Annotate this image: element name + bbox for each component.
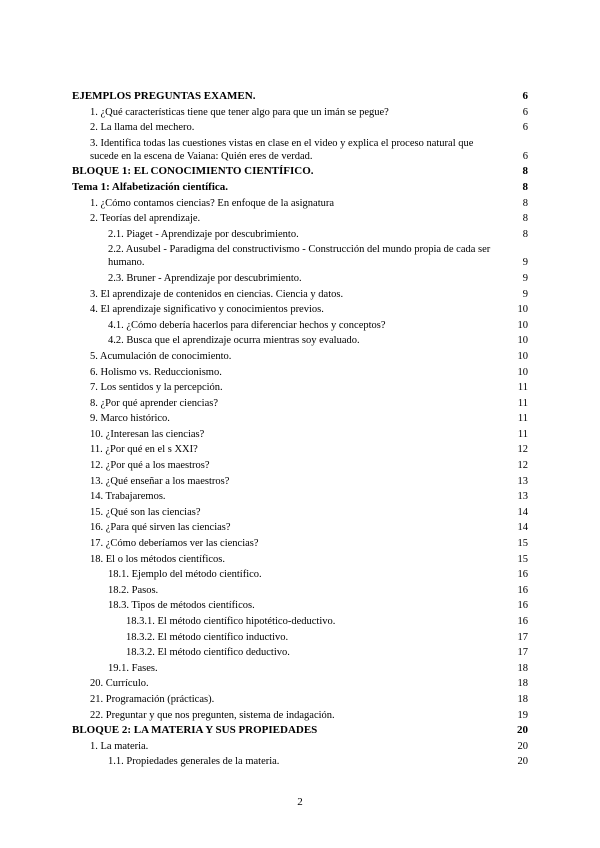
toc-entry-title: 18.3.2. El método científico deductivo. (126, 647, 290, 659)
toc-entry-page: 18 (517, 678, 528, 690)
toc-entry[interactable] (72, 755, 528, 768)
toc-entry-title: 15. ¿Qué son las ciencias? (90, 506, 201, 518)
toc-entry-page: 16 (517, 569, 528, 581)
toc-entry[interactable] (72, 615, 528, 628)
toc-entry-page: 19 (517, 709, 528, 721)
toc-entry[interactable] (72, 631, 528, 644)
toc-entry[interactable] (72, 490, 528, 503)
toc-entry-page: 11 (517, 397, 528, 409)
toc-entry-page: 11 (517, 413, 528, 425)
toc-entry[interactable] (72, 553, 528, 566)
toc-entry-title: 18.3.1. El método científico hipotético-deductivo. (126, 616, 336, 627)
toc-entry[interactable] (72, 568, 528, 581)
toc-entry[interactable] (72, 366, 528, 379)
toc-entry-page: 15 (517, 538, 528, 550)
toc-entry-title: 22. Preguntar y que nos pregunten, sistema de indagación. (90, 709, 335, 721)
toc-entry-page: 6 (522, 106, 528, 118)
toc-entry-page: 10 (517, 350, 528, 362)
toc-entry-page: 10 (517, 335, 528, 347)
toc-entry-title: 18.3.2. El método científico inductivo. (126, 631, 289, 643)
toc-entry-title: 6. Holismo vs. Reduccionismo. (90, 366, 222, 378)
toc-entry-page: 18 (517, 693, 528, 705)
toc-entry-title: 2. La llama del mechero. (90, 122, 195, 134)
toc-entry[interactable] (72, 709, 528, 722)
toc-entry[interactable] (72, 106, 528, 119)
toc-entry[interactable] (72, 288, 528, 301)
toc-entry[interactable] (72, 319, 528, 332)
toc-entry-title: 18.3. Tipos de métodos científicos. (108, 600, 255, 612)
toc-entry-title: 3. El aprendizaje de contenidos en ciencias. Ciencia y datos. (90, 288, 344, 300)
toc-entry[interactable] (72, 646, 528, 659)
toc-entry-page: 6 (522, 150, 528, 162)
toc-entry[interactable] (72, 350, 528, 363)
toc-entry-title: 17. ¿Cómo deberíamos ver las ciencias? (90, 538, 259, 550)
toc-entry-title: 18. El o los métodos científicos. (90, 553, 226, 565)
toc-entry-title: 3. Identifica todas las cuestiones vistas en clase en el video y explica el proceso natural que sucede en la escena de Vaiana: Quién eres de verdad. (90, 137, 474, 162)
toc-entry[interactable] (72, 197, 528, 210)
page-number: 2 (297, 796, 303, 808)
toc-entry-page: 8 (522, 197, 528, 209)
toc-entry[interactable] (72, 677, 528, 690)
toc-entry[interactable] (72, 537, 528, 550)
toc-entry-title: 21. Programación (prácticas). (90, 693, 215, 705)
toc-entry[interactable] (72, 243, 528, 269)
toc-entry-title: 2.1. Piaget - Aprendizaje por descubrimiento. (108, 228, 299, 240)
toc-entry-title: Tema 1: Alfabetización científica. (72, 180, 229, 193)
toc-entry-title: 4.1. ¿Cómo debería hacerlos para diferenciar hechos y conceptos? (108, 319, 386, 331)
toc-entry-page: 16 (517, 600, 528, 612)
toc-entry-title: 2.3. Bruner - Aprendizaje por descubrimiento. (108, 272, 302, 284)
toc-entry[interactable] (72, 212, 528, 225)
toc-entry-title: 20. Currículo. (90, 678, 149, 690)
toc-heading-entry[interactable] (72, 724, 528, 737)
toc-entry-page: 8 (522, 228, 528, 240)
toc-entry-title: 2.2. Ausubel - Paradigma del constructivismo - Construcción del mundo propia de cada ser humano. (108, 244, 491, 269)
toc-entry-title: 2. Teorías del aprendizaje. (90, 213, 201, 225)
toc-entry-title: 7. Los sentidos y la percepción. (90, 382, 223, 394)
toc-entry[interactable] (72, 397, 528, 410)
toc-entry-page: 10 (517, 319, 528, 331)
toc-entry[interactable] (72, 412, 528, 425)
toc-entry-title: 13. ¿Qué enseñar a los maestros? (90, 475, 230, 487)
toc-entry[interactable] (72, 662, 528, 675)
toc-entry-title: 14. Trabajaremos. (90, 491, 166, 503)
toc-entry-page: 11 (517, 382, 528, 394)
toc-entry-page: 10 (517, 366, 528, 378)
toc-entry-page: 12 (517, 444, 528, 456)
toc-entry[interactable] (72, 272, 528, 285)
toc-entry-page: 6 (522, 90, 528, 102)
toc-entry-title: 16. ¿Para qué sirven las ciencias? (90, 522, 231, 534)
toc-entry-title: 1.1. Propiedades generales de la materia. (108, 756, 280, 768)
toc-entry-title: 4.2. Busca que el aprendizaje ocurra mientras soy evaluado. (108, 335, 360, 347)
toc-entry-page: 20 (517, 740, 528, 752)
toc-entry[interactable] (72, 381, 528, 394)
toc-entry[interactable] (72, 443, 528, 456)
table-of-contents (72, 90, 528, 771)
toc-entry-title: 12. ¿Por qué a los maestros? (90, 460, 210, 472)
toc-entry-page: 8 (522, 180, 528, 193)
toc-heading-entry[interactable] (72, 165, 528, 178)
toc-entry-title: 9. Marco histórico. (90, 413, 170, 425)
toc-entry-page: 8 (522, 165, 528, 178)
toc-entry-page: 9 (522, 257, 528, 269)
toc-entry[interactable] (72, 521, 528, 534)
toc-entry-title: 18.1. Ejemplo del método científico. (108, 569, 262, 581)
toc-entry-title: BLOQUE 1: EL CONOCIMIENTO CIENTÍFICO. (72, 165, 314, 178)
toc-entry-page: 12 (517, 460, 528, 472)
toc-entry-title: 18.2. Pasos. (108, 584, 159, 596)
toc-entry-page: 9 (522, 288, 528, 300)
toc-entry-page: 18 (517, 662, 528, 674)
toc-entry-title: EJEMPLOS PREGUNTAS EXAMEN. (72, 90, 256, 102)
toc-entry-page: 6 (522, 122, 528, 134)
toc-entry-page: 9 (522, 272, 528, 284)
toc-entry-page: 16 (517, 584, 528, 596)
toc-entry-title: 11. ¿Por qué en el s XXI? (90, 444, 198, 456)
toc-heading-entry[interactable] (72, 90, 528, 103)
toc-entry-page: 8 (522, 213, 528, 225)
toc-entry-page: 13 (517, 491, 528, 503)
toc-entry[interactable] (72, 475, 528, 488)
toc-entry-title: BLOQUE 2: LA MATERIA Y SUS PROPIEDADES (72, 724, 318, 737)
toc-entry-page: 17 (517, 647, 528, 659)
toc-entry[interactable] (72, 599, 528, 612)
toc-entry[interactable] (72, 137, 528, 163)
toc-entry[interactable] (72, 506, 528, 519)
toc-entry-page: 20 (517, 724, 528, 737)
toc-entry[interactable] (72, 334, 528, 347)
toc-entry-page: 16 (517, 616, 528, 627)
toc-entry[interactable] (72, 428, 528, 441)
toc-entry-page: 14 (517, 522, 528, 534)
toc-heading-entry[interactable] (72, 181, 528, 194)
toc-entry-title: 19.1. Fases. (108, 662, 158, 674)
toc-entry-title: 4. El aprendizaje significativo y conocimientos previos. (90, 304, 324, 316)
toc-entry-title: 1. ¿Cómo contamos ciencias? En enfoque de la asignatura (90, 197, 335, 209)
toc-entry[interactable] (72, 459, 528, 472)
toc-entry[interactable] (72, 584, 528, 597)
toc-entry-page: 13 (517, 475, 528, 487)
toc-entry-title: 1. La materia. (90, 740, 149, 752)
toc-entry-title: 10. ¿Interesan las ciencias? (90, 428, 205, 440)
toc-entry[interactable] (72, 228, 528, 241)
toc-entry-title: 5. Acumulación de conocimiento. (90, 350, 232, 362)
toc-entry-page: 14 (517, 506, 528, 518)
toc-entry[interactable] (72, 121, 528, 134)
toc-entry-title: 1. ¿Qué características tiene que tener algo para que un imán se pegue? (90, 106, 389, 118)
toc-entry-page: 10 (517, 304, 528, 316)
toc-entry-page: 11 (517, 428, 528, 440)
toc-entry[interactable] (72, 693, 528, 706)
toc-entry-page: 17 (517, 631, 528, 643)
toc-entry-title: 8. ¿Por qué aprender ciencias? (90, 397, 218, 409)
toc-entry-page: 15 (517, 553, 528, 565)
toc-entry[interactable] (72, 740, 528, 753)
toc-entry[interactable] (72, 303, 528, 316)
toc-entry-page: 20 (517, 756, 528, 768)
